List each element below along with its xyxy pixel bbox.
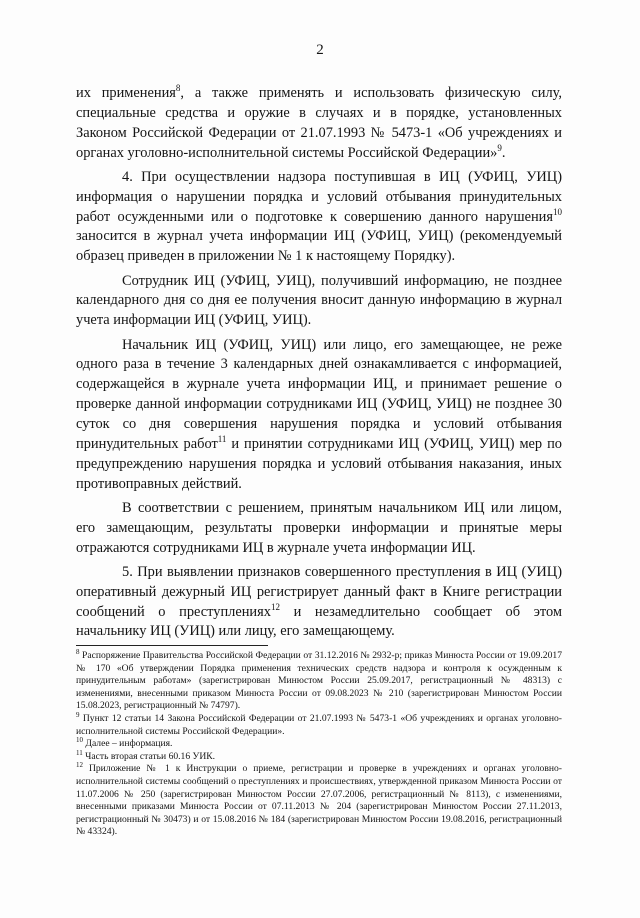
paragraph-text: , а также применять и использовать физическую силу, специальные средства и оружие в случаях и в порядке, установленных Законом Российской Федерации от 21.07.1993 № 5473-1 «Об учреждениях и органах уголовно-исполнительной системы Российской Федерации» (76, 85, 562, 161)
footnote-10 (76, 738, 562, 751)
document-body (76, 84, 562, 647)
footnote-8 (76, 650, 562, 713)
footnote-12 (76, 763, 562, 839)
footnote-text: Приложение № 1 к Инструкции о приеме, регистрации и проверке в учреждениях и органах уголовно-исполнительной системы сообщений о преступлениях и происшествиях, утвержденной приказом Минюста России от 11.07.2006 № 250 (зарегистрирован Минюстом России 27.07.2006, регистрационный № 8113), с изменениями, внесенными приказами Минюста России от 07.11.2013 № 204 (зарегистрирован Минюстом России 27.11.2013, регистрационный № 30473) и от 15.08.2016 № 184 (зарегистрирован Минюстом России 19.08.2016, регистрационный № 43324). (76, 763, 562, 838)
footnote-ref: 12 (270, 601, 280, 612)
footnote-9 (76, 710, 562, 738)
paragraph-text: 4. При осуществлении надзора поступившая в ИЦ (УФИЦ, УИЦ) информация о нарушении порядка и условий отбывания принудительных работ осужденными или о подготовке к совершению данного нарушения (76, 168, 562, 225)
footnote-divider (76, 645, 268, 646)
paragraph-text: Начальник ИЦ (УФИЦ, УИЦ) или лицо, его замещающее, не реже одного раза в течение 3 календарных дней ознакамливается с информацией, содержащейся в журнале учета информации ИЦ, и принимает решение о проверке данной информации сотрудниками ИЦ (УФИЦ, УИЦ) не позднее 30 суток со дня совершения нарушения порядка и условий отбывания принудительных работ (76, 336, 562, 452)
footnote-text: Распоряжение Правительства Российской Федерации от 31.12.2016 № 2932-р; приказ Минюста России от 19.09.2017 № 170 «Об утверждении Порядка применения технических средств надзора и контроля к осужденным к принудительным работам» (зарегистрирован Минюстом России 25.09.2017, регистрационный № 48313) с изменениями, внесенными приказом Минюста России от 09.08.2023 № 210 (зарегистрирован Минюстом России 15.08.2023, регистрационный № 74797). (76, 650, 562, 712)
paragraph-text: Сотрудник ИЦ (УФИЦ, УИЦ), получивший информацию, не позднее календарного дня со дня ее получения вносит данную информацию в журнал учета информации ИЦ (УФИЦ, УИЦ). (76, 272, 562, 329)
footnote-ref: 9 (497, 142, 502, 153)
footnote-11 (76, 748, 562, 764)
footnote-marker: 11 (76, 748, 83, 757)
paragraph-continuation (76, 84, 562, 163)
paragraph-text: и незамедлительно сообщает об этом начальнику ИЦ (УИЦ) или лицу, его замещающему. (76, 603, 562, 640)
paragraph-employee (76, 272, 562, 332)
footnote-text: Далее – информация. (83, 738, 173, 750)
paragraph-text: 5. При выявлении признаков совершенного преступления в ИЦ (УИЦ) оперативный дежурный ИЦ регистрирует данный факт в Книге регистрации сообщений о преступлениях (76, 563, 562, 620)
paragraph-text: заносится в журнал учета информации ИЦ (УФИЦ, УИЦ) (рекомендуемый образец приведен в приложении № 1 к настоящему Порядку). (76, 228, 562, 265)
footnote-text: Часть вторая статьи 60.16 УИК. (82, 750, 216, 762)
paragraph-decision (76, 499, 562, 559)
paragraph-text: В соответствии с решением, принятым начальником ИЦ или лицом, его замещающим, результаты проверки информации и принятые меры отражаются сотрудниками ИЦ в журнале учета информации ИЦ. (76, 499, 562, 556)
footnote-marker: 9 (76, 710, 80, 719)
footnote-ref: 10 (553, 206, 562, 217)
page-number: 2 (316, 42, 324, 58)
paragraph-item-5 (76, 563, 562, 642)
footnote-marker: 10 (76, 736, 83, 745)
footnotes (76, 650, 562, 839)
footnote-marker: 12 (76, 761, 83, 770)
paragraph-text: и принятии сотрудниками ИЦ (УФИЦ, УИЦ) мер по предупреждению нарушения порядка и условий отбывания наказания, иных противоправных действий. (76, 435, 562, 492)
paragraph-text: их применения (76, 85, 176, 101)
paragraph-chief (76, 336, 562, 495)
footnote-ref: 11 (217, 433, 227, 444)
paragraph-text: . (501, 144, 506, 161)
footnote-text: Пункт 12 статьи 14 Закона Российской Федерации от 21.07.1993 № 5473-1 «Об учреждениях и органах уголовно-исполнительной системы Российской Федерации». (76, 712, 562, 737)
paragraph-item-4 (76, 168, 562, 267)
footnote-marker: 8 (76, 648, 80, 656)
footnote-ref: 8 (175, 83, 181, 93)
